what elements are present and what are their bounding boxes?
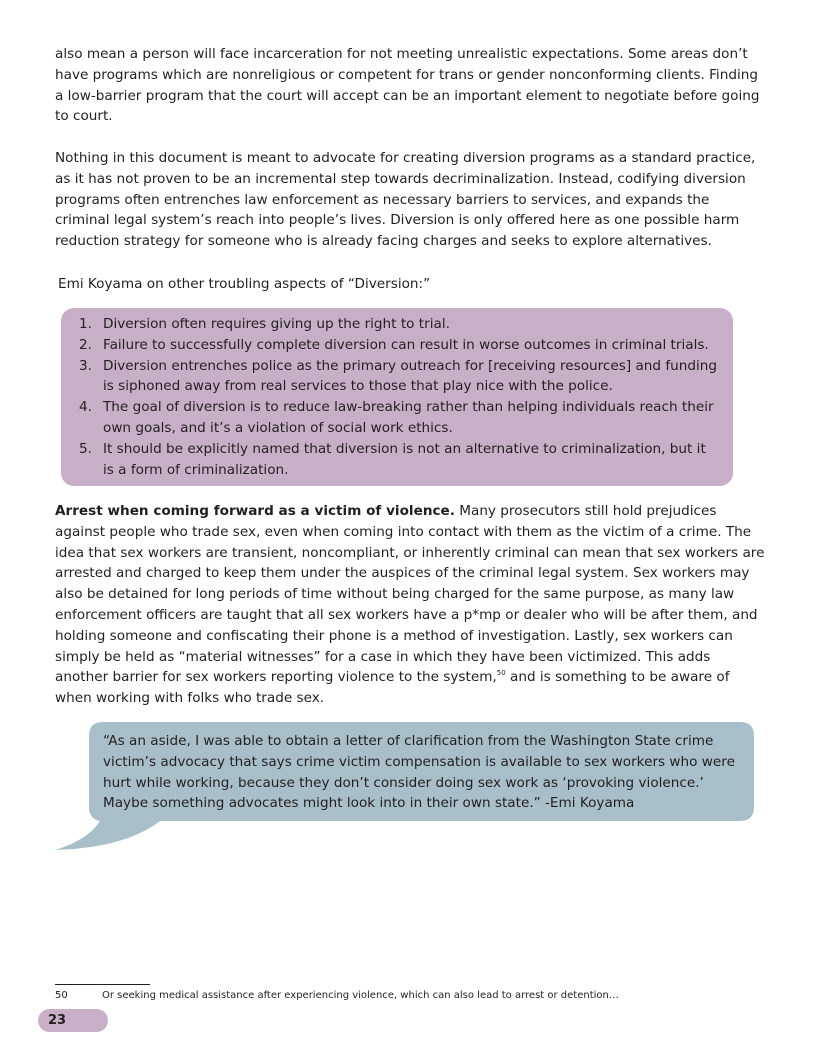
page-number-badge bbox=[38, 1009, 108, 1032]
paragraph-arrest-victim: Arrest when coming forward as a victim of violence. Many prosecutors still hold prejudices against people who trade sex, even when coming into contact with them as the victim of a crime. The idea that sex workers are transient, noncompliant, or inherently criminal can mean that sex workers are arrested and charged to keep them under the auspices of the criminal legal system. Sex workers may also be detained for long periods of time without being charged for the same purpose, as many law enforcement officers are taught that all sex workers have a p*mp or dealer who will be after them, and holding someone and confiscating their phone is a method of investigation. Lastly, sex workers can simply be held as “material witnesses” for a case in which they have been victimized. This adds another barrier for sex workers reporting violence to the system,$^{50}$ and is something to be aware of when working with folks who trade sex. bbox=[55, 503, 765, 707]
footnote-divider bbox=[55, 984, 150, 985]
attribution-line: Emi Koyama on other troubling aspects of “Diversion:” bbox=[58, 276, 431, 292]
list-item: 4. The goal of diversion is to reduce law-breaking rather than helping individuals reach their own goals, and it’s a violation of social work ethics. bbox=[79, 399, 714, 436]
page-number: 23 bbox=[48, 1013, 67, 1028]
footnote-ref[interactable]: 50 bbox=[496, 669, 506, 678]
footnote-number: 50 bbox=[55, 990, 68, 1001]
list-item: 5. It should be explicitly named that diversion is not an alternative to criminalization, but it is a form of criminalization. bbox=[79, 440, 706, 478]
paragraph-intro: also mean a person will face incarceration for not meeting unrealistic expectations. Some areas don’t have programs which are nonreligious or competent for trans or gender nonconforming clients. Finding a low-barrier program that the court will accept can be an important element to negotiate before going to court. bbox=[55, 46, 760, 125]
paragraph-diversion-disclaimer: Nothing in this document is meant to advocate for creating diversion programs as a standard practice, as it has not proven to be an incremental step towards decriminalization. Instead, codifying diversion programs often entrenches law enforcement as necessary barriers to services, and expands the criminal legal system’s reach into people’s lives. Diversion is only offered here as one possible harm reduction strategy for someone who is already facing charges and seeks to explore alternatives. bbox=[55, 150, 756, 250]
quote-text: “As an aside, I was able to obtain a letter of clarification from the Washington State crime victim’s advocacy that says crime victim compensation is available to sex workers who were hurt while working, because they don’t consider doing sex work as ‘provoking violence.’ Maybe something advocates might look into in their own state.” -Emi Koyama bbox=[103, 733, 735, 812]
section-heading: Arrest when coming forward as a victim of violence. bbox=[55, 503, 455, 519]
list-item: 2. Failure to successfully complete diversion can result in worse outcomes in criminal trials. bbox=[79, 336, 709, 353]
list-item: 1. Diversion often requires giving up the right to trial. bbox=[79, 316, 450, 332]
list-item: 3. Diversion entrenches police as the primary outreach for [receiving resources] and funding is siphoned away from real services to those that play nice with the police. bbox=[79, 357, 718, 395]
footnote-text: Or seeking medical assistance after experiencing violence, which can also lead to arrest or detention… bbox=[102, 990, 619, 1001]
